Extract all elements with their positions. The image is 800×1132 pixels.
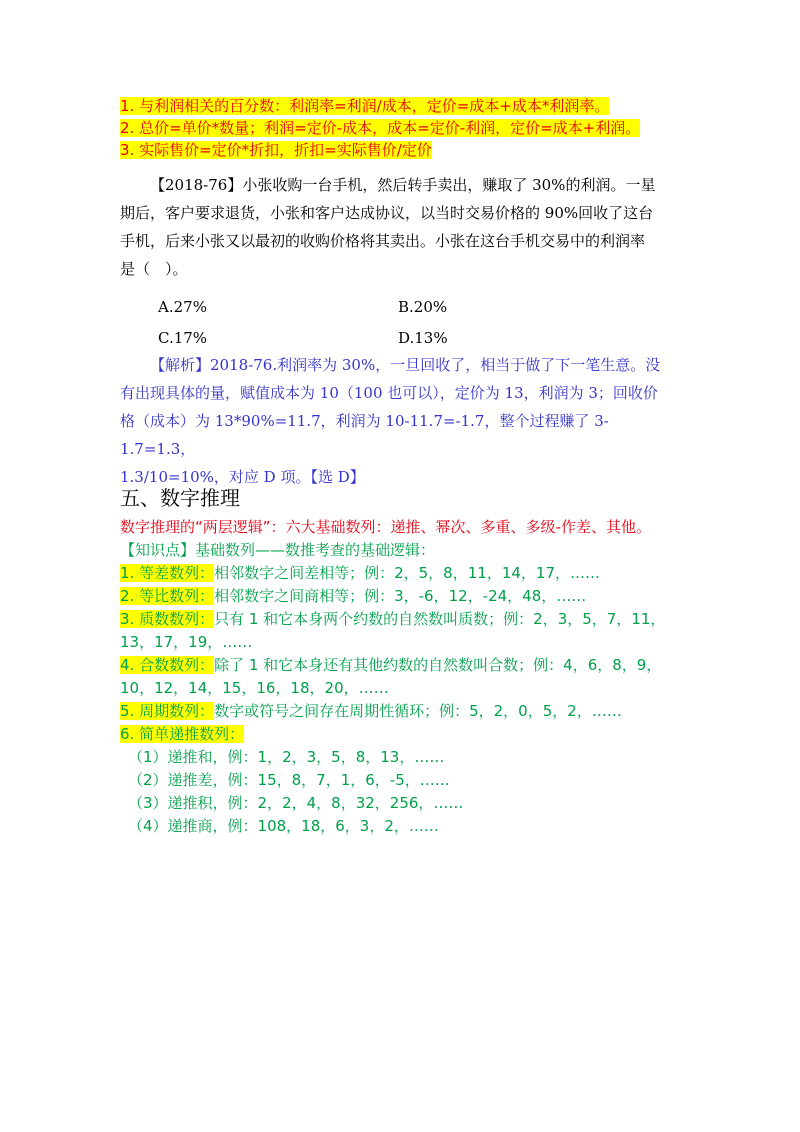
series-label-6: 6. 简单递推数列：: [120, 725, 245, 743]
question-line-1: 【2018-76】小张收购一台手机，然后转手卖出，赚取了 30%的利润。一星: [150, 176, 656, 194]
series-item-4-cont: 10，12，14，15，16，18，20，……: [120, 679, 389, 697]
series-text-2: 相邻数字之间商相等；例：3，-6，12，-24，48，……: [214, 587, 587, 605]
answer-options: [158, 292, 638, 354]
series-label-3: 3. 质数数列：: [120, 610, 215, 628]
series-text-1: 相邻数字之间差相等；例：2，5，8，11，14，17，……: [214, 564, 600, 582]
series-label-5: 5. 周期数列：: [120, 702, 215, 720]
option-a: A.27%: [158, 298, 207, 316]
question-line-4: 是（ ）。: [120, 260, 188, 278]
question-line-2: 期后，客户要求退货，小张和客户达成协议，以当时交易价格的 90%回收了这台: [120, 204, 654, 222]
option-d: D.13%: [398, 329, 448, 347]
analysis: [120, 351, 680, 491]
question-line-3: 手机，后来小张又以最初的收购价格将其卖出。小张在这台手机交易中的利润率: [120, 232, 646, 250]
series-item-3: [120, 608, 665, 631]
analysis-line-1-text: 2018-76.利润率为 30%，一旦回收了，相当于做了下一笔生意。没: [210, 356, 661, 374]
formula-line-2: 2. 总价=单价*数量；利润=定价-成本，成本=定价-利润，定价=成本+利润。: [120, 119, 641, 137]
logic-headline: 数字推理的“两层逻辑”：六大基础数列：递推、幂次、多重、多级-作差、其他。: [120, 518, 651, 536]
recursive-quotient: （4）递推商，例：108，18，6，3，2，……: [128, 817, 439, 835]
recursive-product: （3）递推积，例：2，2，4，8，32，256，……: [128, 794, 464, 812]
analysis-line-3: 格（成本）为 13*90%=11.7，利润为 10-11.7=-1.7，整个过程赚了 3-1.7=1.3，: [120, 412, 609, 458]
series-label-2: 2. 等比数列：: [120, 587, 215, 605]
profit-formulas: [120, 95, 640, 161]
formula-line-3: 3. 实际售价=定价*折扣，折扣=实际售价/定价: [120, 141, 432, 159]
series-item-6: [120, 723, 665, 746]
number-reasoning-notes: [120, 516, 665, 838]
series-item-5: [120, 700, 665, 723]
analysis-line-2: 有出现具体的量，赋值成本为 10（100 也可以），定价为 13，利润为 3；回收价: [120, 384, 658, 402]
series-item-3-cont: 13，17，19，……: [120, 633, 253, 651]
formula-line-1: 1. 与利润相关的百分数：利润率=利润/成本，定价=成本+成本*利润率。: [120, 97, 610, 115]
series-text-4: 除了 1 和它本身还有其他约数的自然数叫合数；例：4，6，8，9，: [214, 656, 662, 674]
section-title: 五、数字推理: [120, 486, 240, 510]
series-text-5: 数字或符号之间存在周期性循环；例：5，2，0，5，2，……: [214, 702, 622, 720]
series-label-1: 1. 等差数列：: [120, 564, 215, 582]
series-item-1: [120, 562, 665, 585]
analysis-line-4: 1.3/10=10%，对应 D 项。【选 D】: [120, 468, 365, 486]
series-item-4: [120, 654, 665, 677]
series-text-3: 只有 1 和它本身两个约数的自然数叫质数；例：2，3，5，7，11，: [214, 610, 666, 628]
recursive-difference: （2）递推差，例：15，8，7，1，6，-5，……: [128, 771, 450, 789]
option-b: B.20%: [398, 298, 448, 316]
knowledge-point: 【知识点】基础数列——数推考查的基础逻辑：: [120, 541, 436, 559]
recursive-sum: （1）递推和，例：1，2，3，5，8，13，……: [128, 748, 445, 766]
series-item-2: [120, 585, 665, 608]
analysis-line-1: [120, 351, 680, 379]
question-2018-76: [120, 171, 680, 283]
analysis-tag: 【解析】: [150, 356, 211, 374]
option-c: C.17%: [158, 329, 208, 347]
series-label-4: 4. 合数数列：: [120, 656, 215, 674]
